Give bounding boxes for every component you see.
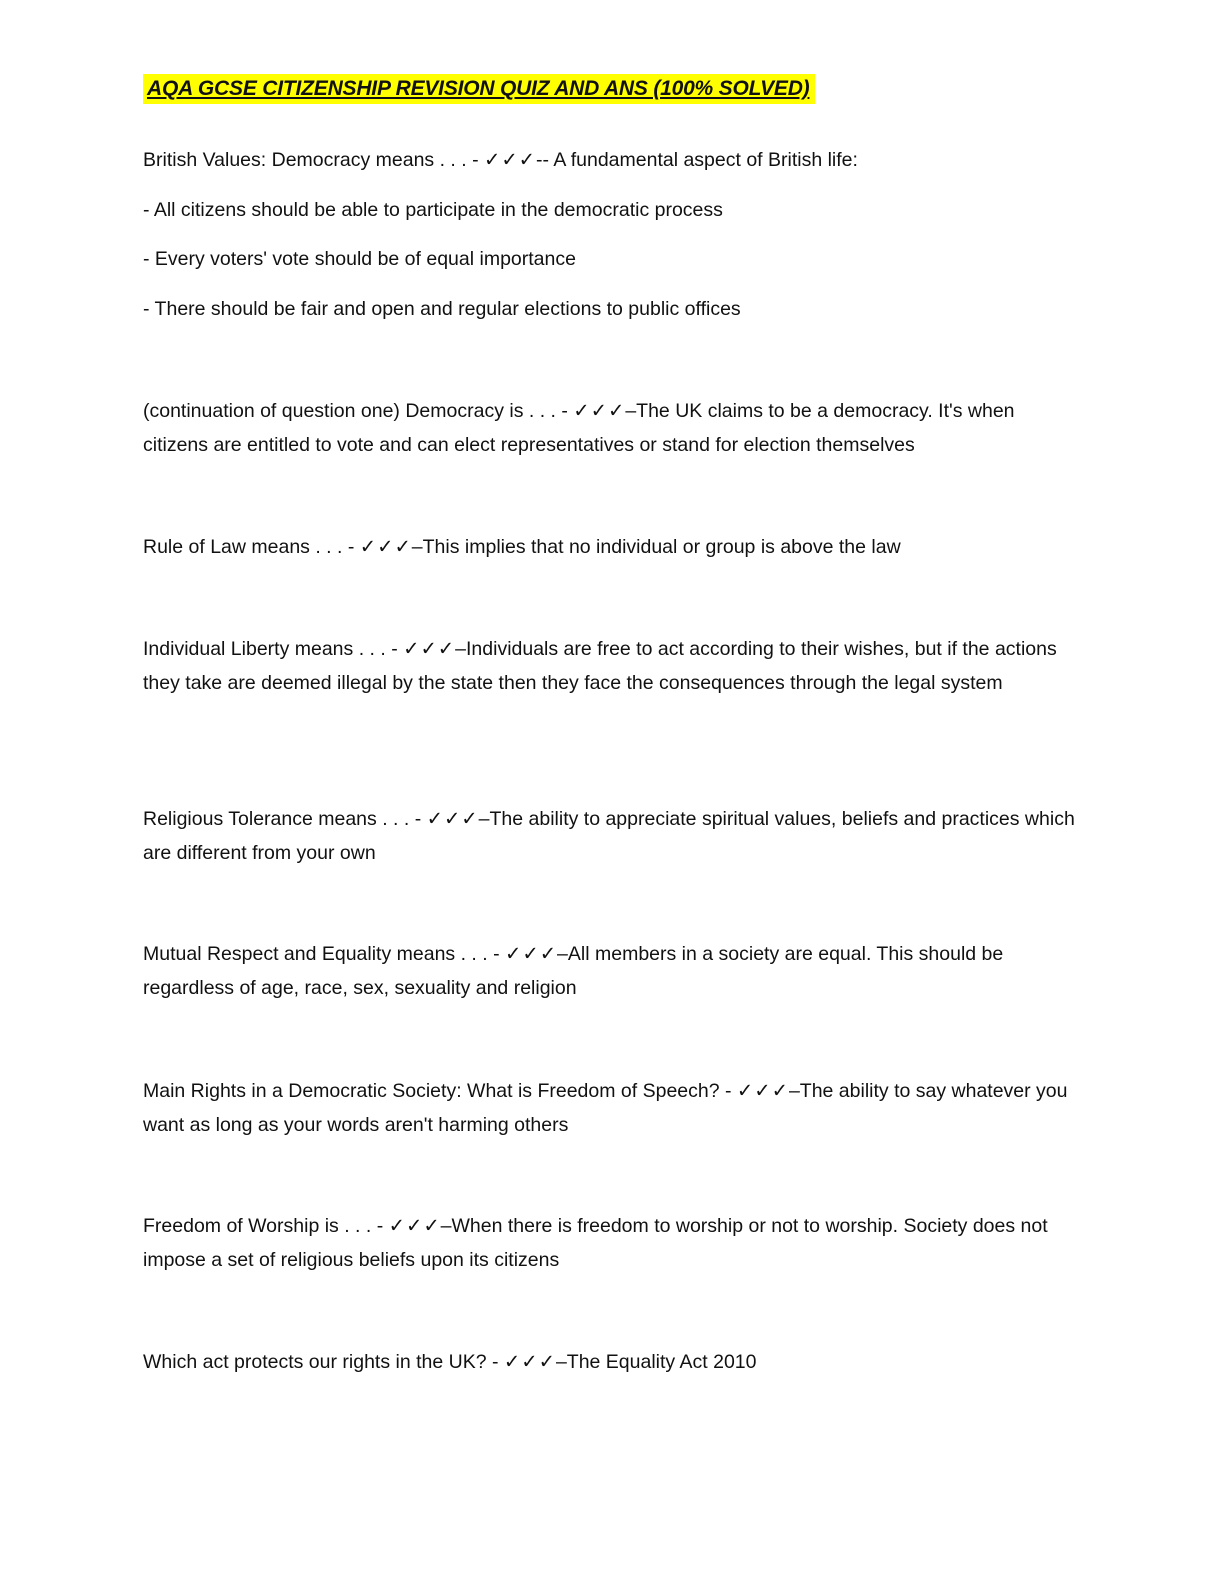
qa-item-4 — [143, 632, 1078, 700]
qa-item-5 — [143, 802, 1078, 870]
qa-item-9 — [143, 1345, 1078, 1379]
answer-text: –The ability to say whatever you want as long as your words aren't harming others — [143, 1080, 1068, 1136]
checkmark-icon: ✓✓✓ — [388, 1215, 441, 1237]
qa-item-2 — [143, 394, 1078, 462]
checkmark-icon: ✓✓✓ — [484, 149, 537, 171]
question-text: British Values: Democracy means . . . - — [143, 149, 484, 171]
answer-text: –This implies that no individual or group is above the law — [411, 536, 901, 558]
answer-text: –The ability to appreciate spiritual values, beliefs and practices which are different from your own — [143, 808, 1075, 864]
answer-text: –The UK claims to be a democracy. It's when citizens are entitled to vote and can elect representatives or stand for election themselves — [143, 400, 1015, 456]
checkmark-icon: ✓✓✓ — [426, 808, 479, 830]
bullet-item-2: - Every voters' vote should be of equal importance — [143, 248, 576, 270]
bullet-item-3: - There should be fair and open and regular elections to public offices — [143, 298, 741, 320]
qa-item-7 — [143, 1074, 1078, 1142]
checkmark-icon: ✓✓✓ — [505, 943, 558, 965]
checkmark-icon: ✓✓✓ — [573, 400, 626, 422]
checkmark-icon: ✓✓✓ — [359, 536, 412, 558]
question-text: Mutual Respect and Equality means . . . - — [143, 943, 506, 965]
answer-text: –Individuals are free to act according to their wishes, but if the actions they take are deemed illegal by the state then they face the consequences through the legal system — [143, 638, 1057, 694]
question-text: Main Rights in a Democratic Society: What is Freedom of Speech? - — [143, 1080, 737, 1102]
question-text: (continuation of question one) Democracy is . . . - — [143, 400, 574, 422]
question-text: Which act protects our rights in the UK? - — [143, 1351, 504, 1373]
question-text: Religious Tolerance means . . . - — [143, 808, 427, 830]
page-title: AQA GCSE CITIZENSHIP REVISION QUIZ AND ANS (100% SOLVED) — [143, 74, 815, 104]
qa-item-6 — [143, 937, 1078, 1005]
bullet-item-1: - All citizens should be able to participate in the democratic process — [143, 199, 723, 221]
answer-text: –The Equality Act 2010 — [555, 1351, 757, 1373]
question-text: Rule of Law means . . . - — [143, 536, 360, 558]
question-text: Freedom of Worship is . . . - — [143, 1215, 389, 1237]
qa-item-8 — [143, 1209, 1078, 1277]
answer-text: -- A fundamental aspect of British life: — [536, 149, 858, 171]
answer-text: –All members in a society are equal. This should be regardless of age, race, sex, sexuality and religion — [143, 943, 1004, 999]
checkmark-icon: ✓✓✓ — [403, 638, 456, 660]
qa-item-3 — [143, 530, 1078, 564]
qa-item-1 — [143, 143, 858, 177]
checkmark-icon: ✓✓✓ — [736, 1080, 789, 1102]
answer-text: –When there is freedom to worship or not to worship. Society does not impose a set of religious beliefs upon its citizens — [143, 1215, 1048, 1271]
checkmark-icon: ✓✓✓ — [503, 1351, 556, 1373]
question-text: Individual Liberty means . . . - — [143, 638, 404, 660]
